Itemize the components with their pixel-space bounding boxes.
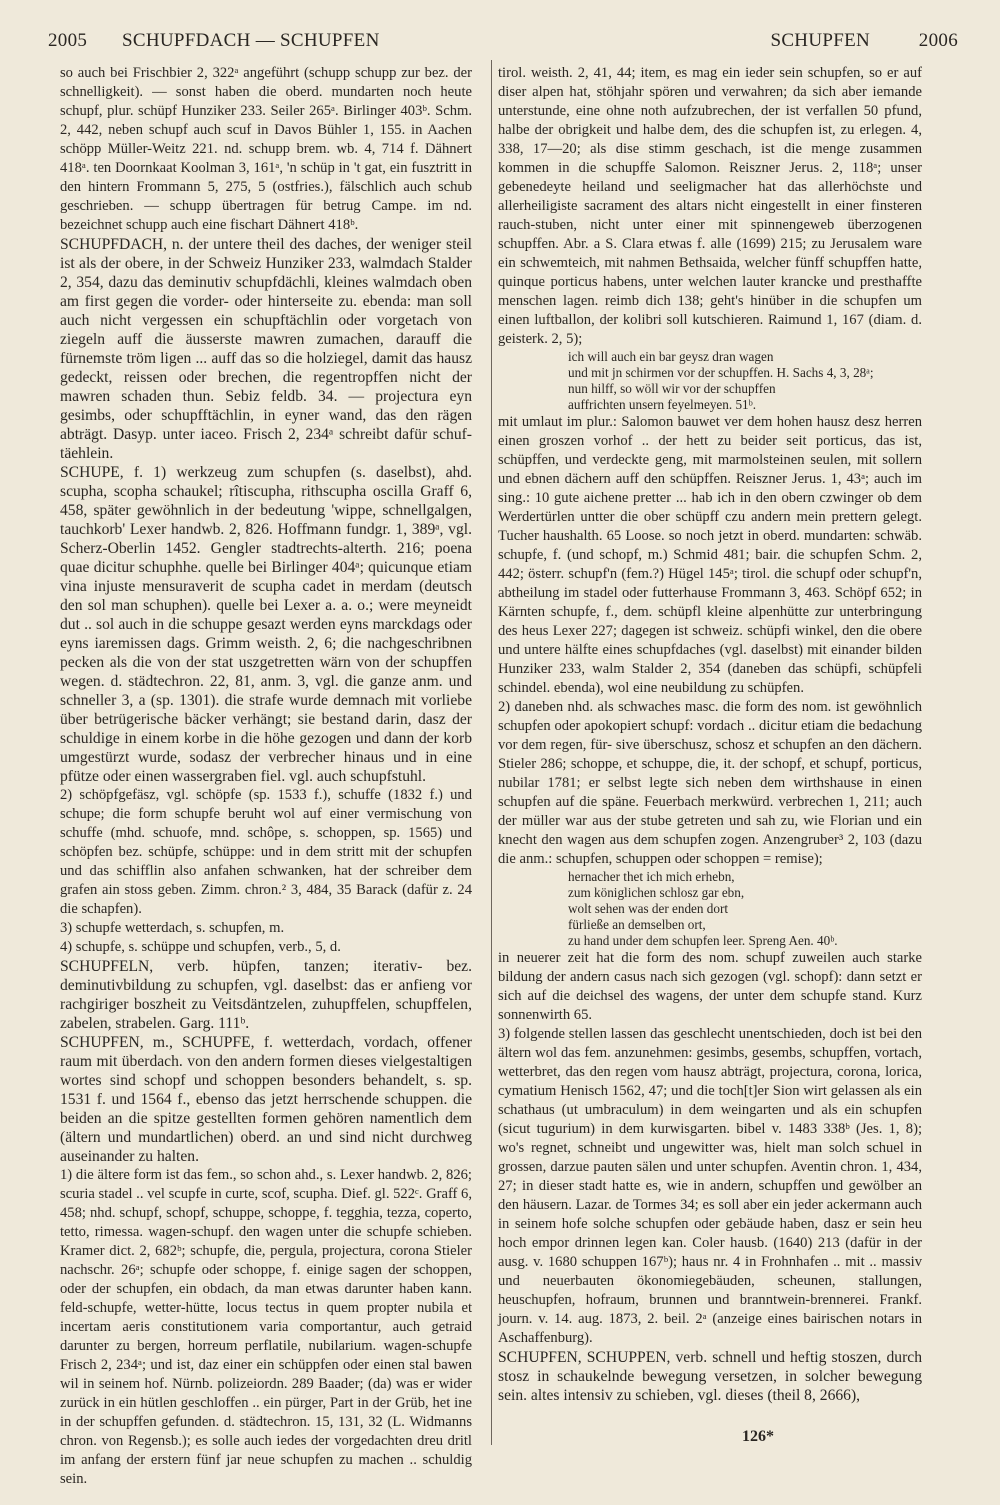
left-column	[60, 64, 472, 1489]
entry-schupfen-sense-1: 1) die ältere form ist das fem., so schon ahd., s. Lexer handwb. 2, 826; scuria stadel .. vel scupfe in curte, scof, scupha. Dief. gl. 522ᶜ. Graff 6, 458; nhd. schupf, schopf, schuppe, schoppe, f. tegghia, tezza, coperto, tetto, rimessa. wagen-schupf. den wagen unter die schupfe schieben. Kramer dict. 2, 682ᵇ; schupfe, die, pergula, projectura, corona Stieler nachschr. 26ᵃ; schupfe oder schoppe, f. einige sagen der schoppen, oder der schupfen, ein obdach, da man etwas darunter haben kann. feld-schupfe, wetter-hütte, locus tectus in quem propter nubila et incertam aeris constitutionem varia comportantur, auch getraid darunter zu bergen, horreum perflatile, nubilarium. wagen-schupfe Frisch 2, 234ᵃ; und ist, daz einer ein schüppfen oder einen stal bawen wil in seinem hof. Nürnb. polizeiordn. 289 Baader; (da) was er wider zurück in ein hütlen geschloffen .. ein pürger, Part in der Grüb, het ine in der schupffen gefunden. d. städtechron. 15, 131, 32 (L. Widmanns chron. von Regensb.); es solle auch iedes der vorgedachten dreu dritl im anfang der erstern fünf jar neue schupfen zu machen .. schuldig sein.	[60, 1167, 472, 1487]
page-number-left: 2005	[48, 30, 88, 51]
page-number-right: 2006	[918, 30, 958, 51]
entry-schupfeln: SCHUPFELN, verb. hüpfen, tanzen; iterativ- bez. deminutivbildung zu schupfen, vgl. daselbst: das er anfieng vor rachgiriger boszheit zu Veitsdäntzelen, zuhupffelen, schupffelen, zabelen, strabelen. Garg. 111ᵇ.	[60, 958, 472, 1032]
page-header	[40, 26, 960, 60]
running-title-left: SCHUPFDACH — SCHUPFEN	[122, 30, 380, 51]
right-column	[498, 64, 922, 1405]
entry-schupfen-sense-2: 2) daneben nhd. als schwaches masc. die form des nom. ist gewöhnlich schupfen oder apokopiert schupf: vordach .. dicitur etiam die bedachung vor dem regen, für- sive überschusz, schosz et schupfen an den dächern. Stieler 286; schoppe, et schuppe, die, it. der schopf, et schupf, porticus, nubilar 1781; er selbst legte sich neben dem wirthshause in einen schupfen auf die späne. Feuerbach merkwürd. verbrechen 1, 211; auch der müller war aus der stube getreten und sah zu, wie Florian und ein knecht den wagen aus dem schupfen zogen. Anzengruber³ 2, 103 (dazu die anm.: schupfen, schuppen oder schoppen = remise);	[498, 699, 922, 867]
entry-schupfen-strong: in neuerer zeit hat die form des nom. schupf zuweilen auch starke bildung der andern casus nach sich gezogen (vgl. schopf): dann setzt er sich auf die deichsel des wagens, der unter dem schupfe stand. Kurz sonnenwirth 65.	[498, 950, 922, 1023]
entry-schupe: SCHUPE, f. 1) werkzeug zum schupfen (s. daselbst), ahd. scupha, scopha schaukel; rîtiscupha, rithscupha oscilla Graff 6, 458, später gewöhnlich in der bedeutung 'wippe, schnellgalgen, tauchkorb' Lexer handwb. 2, 826. Hoffmann fundgr. 1, 389ᵃ, vgl. Scherz-Oberlin 1452. Gengler stadtrechts-alterth. 216; poena quae dicitur schuphhe. quelle bei Birlinger 404ᵃ; quicunque etiam vina injuste mensuraverit de scupha cadet in merdam (deutsch den sol man schuphen). quelle bei Lexer a. a. o.; were meyneidt dut .. sol auch in die schuppe gesazt werden eyns marckdags oder eyns iaremissen dags. Grimm weisth. 2, 6; die nachgeschribnen pecken als die von der stat uszgetretten wärn von der schupffen wegen. d. städtechron. 22, 81, anm. 3, vgl. die ganze anm. und schneller 3, a (sp. 1301). die strafe wurde demnach mit vorliebe über betrügerische bäcker verhängt; sie bestand darin, dasz der schuldige in einem korbe in die höhe gezogen und dann der korb umgestürzt wurde, sodasz der verbrecher hinaus und in eine pfütze oder einen wassergraben fiel. vgl. auch schupfstuhl.	[60, 464, 472, 785]
verse-quote-sachs: ich will auch ein bar geysz dran wagen und mit jn schirmen vor der schupffen. H. Sachs 4, 3, 28ᵃ; nun hilff, so wöll wir vor der schupffen auffrichten unsern feyelmeyen. 51ᵇ.	[568, 349, 874, 412]
entry-schupfen-continued: tirol. weisth. 2, 41, 44; item, es mag ein ieder sein schupfen, so er auf diser alpen hat, stöhjahr spören und verwahren; da sich aber iemande unterstunde, eine ohne noth aufzubrechen, der ist verfallen 50 pfund, halbe der obrigkeit und halbe dem, des die schupfen ist, zu erlegen. 4, 338, 17—20; als dise stimm geschach, ist die menge zusammen kommen in die schupffe Salomon. Reiszner Jerus. 2, 118ᵃ; unser gebenedeyte heiland und seeligmacher hat das allerhöchste und allerheiligiste sacrament des altars nicht eingestellt in einer finsteren rauch-stuben, nicht unter einer mit spinnengeweb überzogenen schupffen. Abr. a S. Clara etwas f. alle (1699) 215; zu Jerusalem ware ein schwemteich, mit nahmen Bethsaida, welcher fünff schupffen hatte, quinque porticus habens, unter welchen lauter krancke und presthaffte menschen lagen. reimb dich 138; geht's hinüber in die schupfen um einen luftballon, der kolibri soll kutschieren. Raimund 1, 167 (diam. d. geisterk. 2, 5);	[498, 65, 922, 347]
entry-schupfdach: SCHUPFDACH, n. der untere theil des daches, der weniger steil ist als der obere, in der Schweiz Hunziker 233, walmdach Stalder 2, 354, dazu das deminutiv schupfdächli, kleines walmdach oben am first gegen die vorder- oder hinterseite zu. ebenda: man soll auch nicht vergessen ein schupftächlin oder vorgetach von ziegeln auff die äusserste mawren zumachen, darauff die fürnemste tröm ligen ... auff das so die holziegel, damit das hausz gedeckt, reissen oder brechen, die regentropffen nicht der mawren schaden thun. Sebiz feldb. 34. — projectura eyn gesimbs, oder schupfftächlin, in eyner wand, das den rägen abträgt. Dasyp. unter iaceo. Frisch 2, 234ᵃ schreibt dafür schuf-täehlein.	[60, 236, 472, 462]
entry-schupfen-masc: SCHUPFEN, m., SCHUPFE, f. wetterdach, vordach, offener raum mit überdach. von den andern formen dieses vielgestaltigen wortes sind schopf und schoppen besonders behandelt, s. sp. 1531 f. und 1564 f., ebenso das jetzt herrschende schuppen. die beiden an die spitze gestellten formen gehören namentlich dem (ältern und mundartlichen) oberd. an und sind nicht durchweg auseinander zu halten.	[60, 1034, 472, 1165]
entry-schupfen-verb: SCHUPFEN, SCHUPPEN, verb. schnell und heftig stoszen, durch stosz in schaukelnde bewegung versetzen, in solcher bewegung sein. altes intensiv zu schieben, vgl. dieses (theil 8, 2666),	[498, 1349, 922, 1404]
running-title-right: SCHUPFEN	[770, 30, 870, 51]
entry-schupp-continued: so auch bei Frischbier 2, 322ᵃ angeführt (schupp schupp zur bez. der schnelligkeit). — sonst haben die oberd. mundarten noch heute schupf, plur. schüpf Hunziker 233. Seiler 265ᵃ. Birlinger 403ᵇ. Schm. 2, 442, neben schupf auch scuf in Davos Bühler 1, 155. in Aachen schöpp Müller-Weitz 221. nd. schupp brem. wb. 4, 714 f. Dähnert 418ᵃ. ten Doornkaat Koolman 3, 161ᵃ, 'n schüp in 't gat, ein fusztritt in den hintern Frommann 5, 275, 5 (ostfries.), fälschlich auch schub geschrieben. — schupp übertragen für betrug Campe. im nd. bezeichnet schupp auch eine fischart Dähnert 418ᵇ.	[60, 65, 472, 233]
entry-schupe-2: 2) schöpfgefäsz, vgl. schöpfe (sp. 1533 f.), schuffe (1832 f.) und schupe; die form schupfe beruht wol auf einer vermischung von schuffe (mhd. schuofe, mnd. schôpe, s. schoppen, sp. 1565) und schöpfen bez. schüpfe, schüppe: und in dem stritt mit der schupfen und das schifflin also anfahen schwanken, hat der schreiber dem grafen ain stoss geben. Zimm. chron.² 3, 484, 35 Barack (dafür z. 24 die schapfen).	[60, 787, 472, 917]
entry-schupe-3: 3) schupfe wetterdach, s. schupfen, m.	[60, 920, 285, 936]
verse-quote-spreng: hernacher thet ich mich erhebn, zum königlichen schlosz gar ebn, wolt sehen was der enden dort fürließe an demselben ort, zu hand under dem schupfen leer. Spreng Aen. 40ᵇ.	[568, 869, 838, 948]
entry-schupe-4: 4) schupfe, s. schüppe und schupfen, verb., 5, d.	[60, 939, 341, 955]
entry-schupfen-umlaut: mit umlaut im plur.: Salomon bauwet ver dem hohen hausz desz herren einen groszen vorhof .. der hett zu beider seit porticus, das ist, schüpffen, und verdeckte geng, mit marmolsteinen seulen, mit sollern und ebnen dächern auff den schüpffen. Reiszner Jerus. 1, 43ᵃ; auch im sing.: 10 gute aichene pretter ... hab ich in den obern czwinger ob dem Werdertürlen untter die ober schüpff czu andern mein prettern gelegt. Tucher haushalth. 65 Loose. so noch jetzt in oberd. mundarten: schwäb. schupfe, f. (und schopf, m.) Schmid 481; bair. die schupfen Schm. 2, 442; österr. schupf'n (fem.?) Hügel 145ᵃ; tirol. die schupf oder schupf'n, abtheilung im stadel oder futterhause Frommann 3, 463. Schöpf 652; in Kärnten schupfe, f., dem. schüpfl kleine alpenhütte zur unterbringung des heus Lexer 227; dagegen ist schweiz. schüpfi winkel, den die obere und untere hälfte eines schupfdaches (vgl. daselbst) mit einander bilden Hunziker 233, walm Stalder 2, 354 (daneben das schüpfi, schüpfeli schindel. ebenda), wol eine neubildung zu schüpfen.	[498, 414, 922, 696]
signature-mark: 126*	[742, 1428, 774, 1445]
entry-schupfen-sense-3: 3) folgende stellen lassen das geschlecht unentschieden, doch ist bei den ältern wol das fem. anzunehmen: gesimbs, gesembs, schupffen, vortach, wetterbret, das den regen vom hausz abträgt, projectura, corona, lorica, cymatium Henisch 1562, 47; und die toch[t]er Sion wirt gelassen als ein schathaus (ut umbraculum) in dem weingarten und als ein schupfen (sicut tugurium) in dem kurwisgarten. bibel v. 1483 338ᵇ (Jes. 1, 8); wo's regnet, schneibt und ungewitter was, hielt man solch schuel in grossen, darzue pauten sälen und unter schupfen. Aventin chron. 1, 434, 27; in dieser stadt hatte es, wie in andern, schupffen und gewölber an den häusern. Lazar. de Tormes 34; es soll aber ein jeder ackermann auch in seinem hofe solche schupfen oder gebäude haben, dasz er sein heu hoch empor drinnen legen kan. Coler hausb. (1640) 213 (dafür in der ausg. v. 1680 schuppen 167ᵇ); haus nr. 4 in Frohnhafen .. mit .. massiv und neuerbauten ökonomiegebäuden, scheunen, stallungen, heuschupfen, hofraum, brunnen und branntwein-brennerei. Frankf. journ. v. 14. aug. 1873, 2. beil. 2ᵃ (anzeige eines bairischen notars in Aschaffenburg).	[498, 1026, 922, 1346]
column-divider	[491, 60, 492, 1445]
